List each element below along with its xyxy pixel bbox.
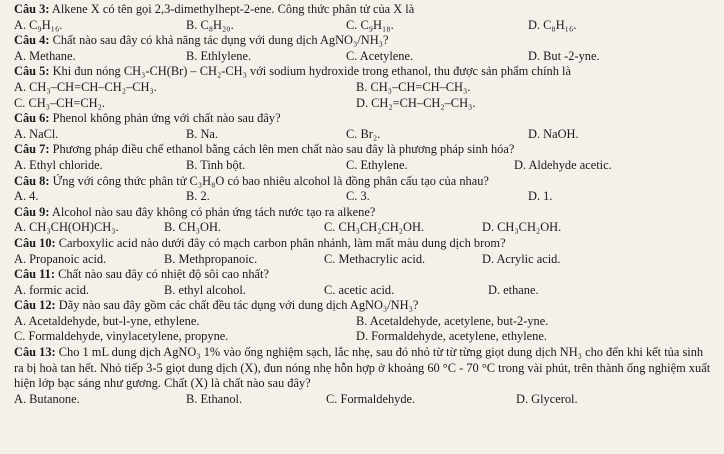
option-b: B. Methpropanoic. bbox=[164, 251, 258, 266]
question-stem: Dãy nào sau đây gồm các chất đều tác dụng với dung dịch AgNO₃/NH₃? bbox=[58, 298, 419, 313]
option-a: A. Ethyl chloride. bbox=[14, 157, 103, 172]
option-a: A. C₉H₁₆. bbox=[14, 17, 63, 32]
option-b: B. ethyl alcohol. bbox=[164, 282, 246, 297]
option-c: C. Ethylene. bbox=[346, 157, 408, 172]
option-a: A. CH₃–CH=CH–CH₂–CH₃. bbox=[14, 79, 157, 94]
option-d: D. Formaldehyde, acetylene, ethylene. bbox=[356, 329, 547, 344]
option-a: A. 4. bbox=[14, 189, 39, 204]
option-d: D. CH₂=CH–CH₂–CH₃. bbox=[356, 95, 476, 110]
question-stem: Alcohol nào sau đây không có phản ứng tách nước tạo ra alkene? bbox=[51, 204, 376, 219]
question-number: Câu 9: bbox=[14, 204, 50, 219]
question-stem: Cho 1 mL dung dịch AgNO₃ 1% vào ống nghiệm sạch, lắc nhẹ, sau đó nhỏ từ từ từng giọt dung dịch NH₃ cho đến khi kết tủa sinh ra bị hoà tan hết. Nhỏ tiếp 3-5 giọt dung dịch (X), đun nóng nhẹ hỗn hợp ở khoảng 60 °C - 70 °C trong vài phút, trên thành ống nghiệm xuất hiện lớp bạc sáng như gương. Chất (X) là chất nào sau đây? bbox=[14, 345, 711, 391]
option-b: B. CH₃–CH=CH–CH₃. bbox=[356, 79, 471, 94]
option-d: D. Acrylic acid. bbox=[482, 251, 561, 266]
question-number: Câu 12: bbox=[14, 298, 56, 313]
option-a: A. formic acid. bbox=[14, 282, 90, 297]
question-stem: Alkene X có tên gọi 2,3-dimethylhept-2-ene. Công thức phân tử của X là bbox=[51, 2, 415, 16]
option-a: A. Butanone. bbox=[14, 391, 80, 406]
option-d: D. Glycerol. bbox=[516, 391, 578, 406]
option-b: B. Na. bbox=[186, 126, 219, 141]
question-3 bbox=[14, 2, 718, 33]
question-number: Câu 4: bbox=[14, 33, 50, 48]
option-d: D. 1. bbox=[528, 189, 553, 204]
option-c: C. Formaldehyde. bbox=[326, 391, 416, 406]
option-d: D. But -2-yne. bbox=[528, 48, 600, 63]
question-stem: Chất nào sau đây có khả năng tác dụng với dung dịch AgNO₃/NH₃? bbox=[52, 33, 389, 48]
option-a: A. Propanoic acid. bbox=[14, 251, 107, 266]
option-c: C. Br₂. bbox=[346, 126, 381, 141]
question-9 bbox=[14, 205, 718, 236]
question-5 bbox=[14, 64, 718, 111]
option-c: C. 3. bbox=[346, 189, 370, 204]
question-stem: Chất nào sau đây có nhiệt độ sôi cao nhất? bbox=[58, 267, 270, 282]
question-number: Câu 10: bbox=[14, 235, 56, 250]
option-b: B. Tinh bột. bbox=[186, 157, 246, 172]
option-d: D. ethane. bbox=[488, 282, 539, 297]
option-b: B. Acetaldehyde, acetylene, but-2-yne. bbox=[356, 313, 549, 328]
option-c: C. Methacrylic acid. bbox=[324, 251, 426, 266]
question-stem: Phương pháp điều chế ethanol bằng cách lên men chất nào sau đây là phương pháp sinh hóa? bbox=[52, 142, 515, 157]
option-b: B. Ethlylene. bbox=[186, 48, 252, 63]
question-4 bbox=[14, 33, 718, 64]
question-number: Câu 5: bbox=[14, 64, 50, 79]
question-number: Câu 11: bbox=[14, 267, 55, 282]
option-a: A. NaCl. bbox=[14, 126, 59, 141]
question-number: Câu 8: bbox=[14, 173, 50, 188]
question-7 bbox=[14, 142, 718, 173]
option-b: B. 2. bbox=[186, 189, 210, 204]
option-d: D. Aldehyde acetic. bbox=[514, 157, 612, 172]
question-8 bbox=[14, 174, 718, 205]
option-b: B. CH₃OH. bbox=[164, 220, 221, 235]
option-a: A. Methane. bbox=[14, 48, 76, 63]
question-stem: Ứng với công thức phân tử C₃H₈O có bao nhiêu alcohol là đồng phân cấu tạo của nhau? bbox=[52, 173, 489, 188]
question-12 bbox=[14, 298, 718, 345]
option-b: B. C₈H₂₀. bbox=[186, 17, 234, 32]
question-number: Câu 13: bbox=[14, 345, 56, 360]
option-c: C. CH₃CH₂CH₂OH. bbox=[324, 220, 425, 235]
option-c: C. CH₃–CH=CH₂. bbox=[14, 95, 106, 110]
option-b: B. Ethanol. bbox=[186, 391, 243, 406]
option-c: C. Acetylene. bbox=[346, 48, 414, 63]
question-11 bbox=[14, 267, 718, 298]
question-number: Câu 6: bbox=[14, 111, 50, 126]
question-number: Câu 3: bbox=[14, 2, 50, 16]
option-d: D. NaOH. bbox=[528, 126, 579, 141]
option-a: A. Acetaldehyde, but-l-yne, ethylene. bbox=[14, 313, 200, 328]
option-c: C. acetic acid. bbox=[324, 282, 395, 297]
option-d: D. CH₃CH₂OH. bbox=[482, 220, 562, 235]
option-c: C. C₉H₁₈. bbox=[346, 17, 394, 32]
question-stem: Carboxylic acid nào dưới đây có mạch carbon phân nhánh, làm mất màu dung dịch brom? bbox=[58, 235, 506, 250]
question-10 bbox=[14, 236, 718, 267]
option-a: A. CH₃CH(OH)CH₃. bbox=[14, 220, 119, 235]
option-c: C. Formaldehyde, vinylacetylene, propyne. bbox=[14, 329, 229, 344]
question-stem: Khi đun nóng CH₃-CH(Br) – CH₂-CH₃ với sodium hydroxide trong ethanol, thu được sản phẩm chính là bbox=[52, 64, 571, 79]
question-13 bbox=[14, 345, 718, 407]
option-d: D. C₈H₁₆. bbox=[528, 17, 577, 32]
question-stem: Phenol không phản ứng với chất nào sau đây? bbox=[52, 111, 281, 126]
question-number: Câu 7: bbox=[14, 142, 50, 157]
question-6 bbox=[14, 111, 718, 142]
